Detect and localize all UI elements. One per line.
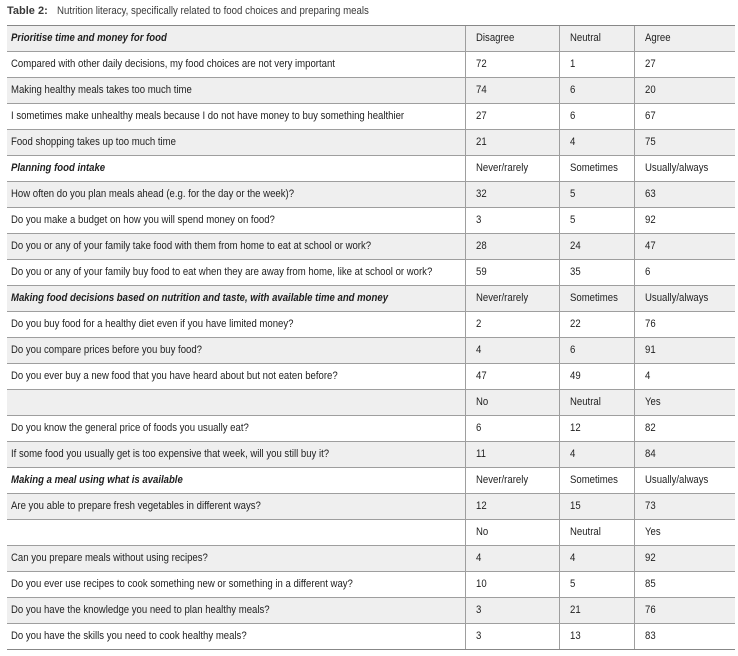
value-cell-3-text: 27	[645, 58, 656, 70]
table-row	[7, 208, 735, 234]
question-cell-text: Do you or any of your family take food with them from home to eat at school or work?	[11, 240, 372, 252]
question-cell	[7, 26, 466, 51]
value-cell-1	[466, 260, 560, 285]
value-cell-3-text: 76	[645, 604, 656, 616]
value-cell-1-text: Disagree	[476, 32, 515, 44]
value-cell-1	[466, 494, 560, 519]
question-cell	[7, 494, 466, 519]
value-cell-3-text: 6	[645, 266, 651, 278]
value-cell-1	[466, 598, 560, 623]
value-cell-2	[560, 156, 635, 181]
question-cell	[7, 156, 466, 181]
value-cell-2	[560, 468, 635, 493]
question-cell	[7, 208, 466, 233]
value-cell-2-text: 49	[570, 370, 581, 382]
value-cell-2	[560, 26, 635, 51]
table-row	[7, 494, 735, 520]
value-cell-1-text: No	[476, 396, 489, 408]
question-cell	[7, 338, 466, 363]
table-row	[7, 260, 735, 286]
value-cell-1	[466, 312, 560, 337]
value-cell-2	[560, 312, 635, 337]
value-cell-1-text: Never/rarely	[476, 162, 529, 174]
value-cell-2	[560, 390, 635, 415]
value-cell-2-text: 12	[570, 422, 581, 434]
value-cell-2	[560, 520, 635, 545]
value-cell-1	[466, 520, 560, 545]
table-row	[7, 572, 735, 598]
value-cell-1-text: 6	[476, 422, 482, 434]
value-cell-2-text: 5	[570, 214, 576, 226]
value-cell-3-text: Usually/always	[645, 474, 709, 486]
value-cell-3	[635, 390, 735, 415]
value-cell-3	[635, 442, 735, 467]
value-cell-2	[560, 572, 635, 597]
value-cell-3-text: 92	[645, 214, 656, 226]
value-cell-2-text: 24	[570, 240, 581, 252]
value-cell-3	[635, 104, 735, 129]
value-cell-3-text: 91	[645, 344, 656, 356]
question-cell-text: Do you have the knowledge you need to plan healthy meals?	[11, 604, 270, 616]
value-cell-3	[635, 286, 735, 311]
value-cell-1	[466, 104, 560, 129]
question-cell	[7, 52, 466, 77]
value-cell-3-text: 63	[645, 188, 656, 200]
value-cell-2-text: 5	[570, 188, 576, 200]
value-cell-1	[466, 390, 560, 415]
question-cell	[7, 364, 466, 389]
question-cell	[7, 546, 466, 571]
value-cell-1-text: 74	[476, 84, 487, 96]
value-cell-3-text: 75	[645, 136, 656, 148]
value-cell-2	[560, 182, 635, 207]
value-cell-1	[466, 416, 560, 441]
nutrition-literacy-table	[7, 25, 735, 650]
question-cell	[7, 598, 466, 623]
value-cell-1-text: 47	[476, 370, 487, 382]
value-cell-1	[466, 572, 560, 597]
question-cell-text: I sometimes make unhealthy meals because I do not have money to buy something healthier	[11, 110, 405, 122]
value-cell-2-text: Sometimes	[570, 292, 618, 304]
value-cell-3	[635, 520, 735, 545]
value-cell-2	[560, 416, 635, 441]
value-cell-3	[635, 78, 735, 103]
question-cell-text: Prioritise time and money for food	[11, 32, 167, 44]
value-cell-3	[635, 546, 735, 571]
value-cell-1	[466, 338, 560, 363]
question-cell-text: Do you or any of your family buy food to eat when they are away from home, like at school or work?	[11, 266, 433, 278]
question-cell-text: Food shopping takes up too much time	[11, 136, 176, 148]
scale-subheader-row	[7, 390, 735, 416]
value-cell-1-text: 21	[476, 136, 487, 148]
value-cell-3	[635, 624, 735, 649]
value-cell-3	[635, 468, 735, 493]
value-cell-2-text: 6	[570, 344, 576, 356]
table-row	[7, 442, 735, 468]
table-row	[7, 364, 735, 390]
value-cell-3	[635, 416, 735, 441]
value-cell-2	[560, 208, 635, 233]
value-cell-1-text: 3	[476, 214, 482, 226]
question-cell	[7, 312, 466, 337]
value-cell-1-text: Never/rarely	[476, 474, 529, 486]
value-cell-3	[635, 52, 735, 77]
value-cell-2-text: Neutral	[570, 32, 601, 44]
value-cell-2	[560, 78, 635, 103]
value-cell-1	[466, 130, 560, 155]
value-cell-3	[635, 182, 735, 207]
value-cell-1-text: 11	[476, 448, 486, 460]
scale-subheader-row	[7, 520, 735, 546]
value-cell-3-text: 92	[645, 552, 656, 564]
question-cell	[7, 182, 466, 207]
value-cell-3-text: Usually/always	[645, 292, 709, 304]
value-cell-3	[635, 338, 735, 363]
value-cell-3	[635, 26, 735, 51]
question-cell-text: Making healthy meals takes too much time	[11, 84, 192, 96]
value-cell-1	[466, 52, 560, 77]
question-cell-text: How often do you plan meals ahead (e.g. for the day or the week)?	[11, 188, 295, 200]
value-cell-1-text: 4	[476, 552, 482, 564]
value-cell-1-text: No	[476, 526, 489, 538]
table-row	[7, 546, 735, 572]
value-cell-2	[560, 52, 635, 77]
value-cell-1-text: 32	[476, 188, 487, 200]
value-cell-3	[635, 364, 735, 389]
table-row	[7, 416, 735, 442]
question-cell-text: Do you have the skills you need to cook healthy meals?	[11, 630, 247, 642]
question-cell-text: Do you ever use recipes to cook something new or something in a different way?	[11, 578, 353, 590]
value-cell-1-text: 28	[476, 240, 487, 252]
value-cell-2-text: 1	[570, 58, 576, 70]
value-cell-1	[466, 208, 560, 233]
question-cell-text: Do you know the general price of foods you usually eat?	[11, 422, 249, 434]
value-cell-3	[635, 156, 735, 181]
question-cell-text: Do you buy food for a healthy diet even if you have limited money?	[11, 318, 294, 330]
value-cell-2-text: Sometimes	[570, 162, 618, 174]
question-cell-text: Planning food intake	[11, 162, 106, 174]
value-cell-3	[635, 260, 735, 285]
question-cell	[7, 78, 466, 103]
value-cell-1	[466, 234, 560, 259]
value-cell-1	[466, 78, 560, 103]
question-cell	[7, 260, 466, 285]
value-cell-1	[466, 156, 560, 181]
question-cell	[7, 104, 466, 129]
value-cell-3-text: 4	[645, 370, 651, 382]
value-cell-2	[560, 260, 635, 285]
value-cell-3-text: 47	[645, 240, 656, 252]
value-cell-2-text: 6	[570, 84, 576, 96]
value-cell-2-text: Neutral	[570, 526, 601, 538]
value-cell-3-text: 83	[645, 630, 656, 642]
value-cell-1-text: 12	[476, 500, 487, 512]
value-cell-3	[635, 572, 735, 597]
value-cell-3-text: 73	[645, 500, 656, 512]
value-cell-1-text: Never/rarely	[476, 292, 529, 304]
value-cell-2	[560, 624, 635, 649]
value-cell-2	[560, 286, 635, 311]
value-cell-1-text: 3	[476, 604, 482, 616]
question-cell-text: Do you compare prices before you buy food?	[11, 344, 202, 356]
value-cell-3-text: Yes	[645, 396, 661, 408]
value-cell-3	[635, 234, 735, 259]
table-caption	[7, 5, 735, 17]
question-cell-text: Compared with other daily decisions, my food choices are not very important	[11, 58, 335, 70]
section-header-row	[7, 286, 735, 312]
value-cell-1-text: 72	[476, 58, 487, 70]
table-row	[7, 234, 735, 260]
table-row	[7, 78, 735, 104]
value-cell-3	[635, 598, 735, 623]
value-cell-2-text: 22	[570, 318, 581, 330]
value-cell-2	[560, 130, 635, 155]
question-cell-text: Do you make a budget on how you will spend money on food?	[11, 214, 275, 226]
value-cell-1	[466, 546, 560, 571]
value-cell-2-text: 15	[570, 500, 581, 512]
question-cell	[7, 286, 466, 311]
value-cell-1-text: 4	[476, 344, 482, 356]
value-cell-2	[560, 546, 635, 571]
table-row	[7, 182, 735, 208]
value-cell-1-text: 3	[476, 630, 482, 642]
table-row	[7, 104, 735, 130]
value-cell-3-text: 76	[645, 318, 656, 330]
value-cell-2	[560, 104, 635, 129]
question-cell	[7, 468, 466, 493]
question-cell	[7, 624, 466, 649]
value-cell-2	[560, 442, 635, 467]
value-cell-1	[466, 182, 560, 207]
value-cell-3-text: 67	[645, 110, 656, 122]
question-cell-text: Are you able to prepare fresh vegetables in different ways?	[11, 500, 261, 512]
table-row	[7, 52, 735, 78]
section-header-row	[7, 26, 735, 52]
value-cell-1	[466, 364, 560, 389]
question-cell	[7, 130, 466, 155]
value-cell-3	[635, 208, 735, 233]
value-cell-2	[560, 338, 635, 363]
value-cell-3-text: 82	[645, 422, 656, 434]
table-row	[7, 624, 735, 650]
table-row	[7, 338, 735, 364]
question-cell	[7, 390, 466, 415]
value-cell-1	[466, 624, 560, 649]
value-cell-2-text: 4	[570, 552, 576, 564]
question-cell	[7, 520, 466, 545]
value-cell-3	[635, 312, 735, 337]
table-caption-number: Table 2:	[7, 5, 48, 17]
section-header-row	[7, 468, 735, 494]
table-row	[7, 312, 735, 338]
table-row	[7, 598, 735, 624]
value-cell-2-text: 21	[570, 604, 581, 616]
value-cell-3	[635, 494, 735, 519]
value-cell-1	[466, 286, 560, 311]
value-cell-2	[560, 494, 635, 519]
value-cell-2-text: 13	[570, 630, 581, 642]
value-cell-2	[560, 598, 635, 623]
value-cell-1-text: 27	[476, 110, 487, 122]
table-caption-text: Nutrition literacy, specifically related to food choices and preparing meals	[57, 5, 369, 17]
question-cell-text: Making a meal using what is available	[11, 474, 183, 486]
section-header-row	[7, 156, 735, 182]
value-cell-3-text: Agree	[645, 32, 671, 44]
question-cell-text: Can you prepare meals without using recipes?	[11, 552, 208, 564]
value-cell-1	[466, 442, 560, 467]
value-cell-3	[635, 130, 735, 155]
question-cell-text: If some food you usually get is too expensive that week, will you still buy it?	[11, 448, 330, 460]
value-cell-2-text: 5	[570, 578, 576, 590]
value-cell-2-text: 4	[570, 448, 576, 460]
question-cell	[7, 442, 466, 467]
value-cell-3-text: 85	[645, 578, 656, 590]
value-cell-2	[560, 234, 635, 259]
value-cell-3-text: 20	[645, 84, 656, 96]
question-cell-text: Do you ever buy a new food that you have heard about but not eaten before?	[11, 370, 338, 382]
question-cell-text: Making food decisions based on nutrition and taste, with available time and money	[11, 292, 389, 304]
value-cell-2-text: Sometimes	[570, 474, 618, 486]
value-cell-2-text: Neutral	[570, 396, 601, 408]
question-cell	[7, 572, 466, 597]
value-cell-1-text: 2	[476, 318, 482, 330]
question-cell	[7, 416, 466, 441]
value-cell-2	[560, 364, 635, 389]
value-cell-1-text: 59	[476, 266, 487, 278]
value-cell-3-text: 84	[645, 448, 656, 460]
value-cell-1	[466, 468, 560, 493]
value-cell-3-text: Usually/always	[645, 162, 709, 174]
table-row	[7, 130, 735, 156]
value-cell-2-text: 4	[570, 136, 576, 148]
question-cell	[7, 234, 466, 259]
value-cell-2-text: 35	[570, 266, 581, 278]
value-cell-2-text: 6	[570, 110, 576, 122]
value-cell-1-text: 10	[476, 578, 487, 590]
value-cell-1	[466, 26, 560, 51]
value-cell-3-text: Yes	[645, 526, 661, 538]
